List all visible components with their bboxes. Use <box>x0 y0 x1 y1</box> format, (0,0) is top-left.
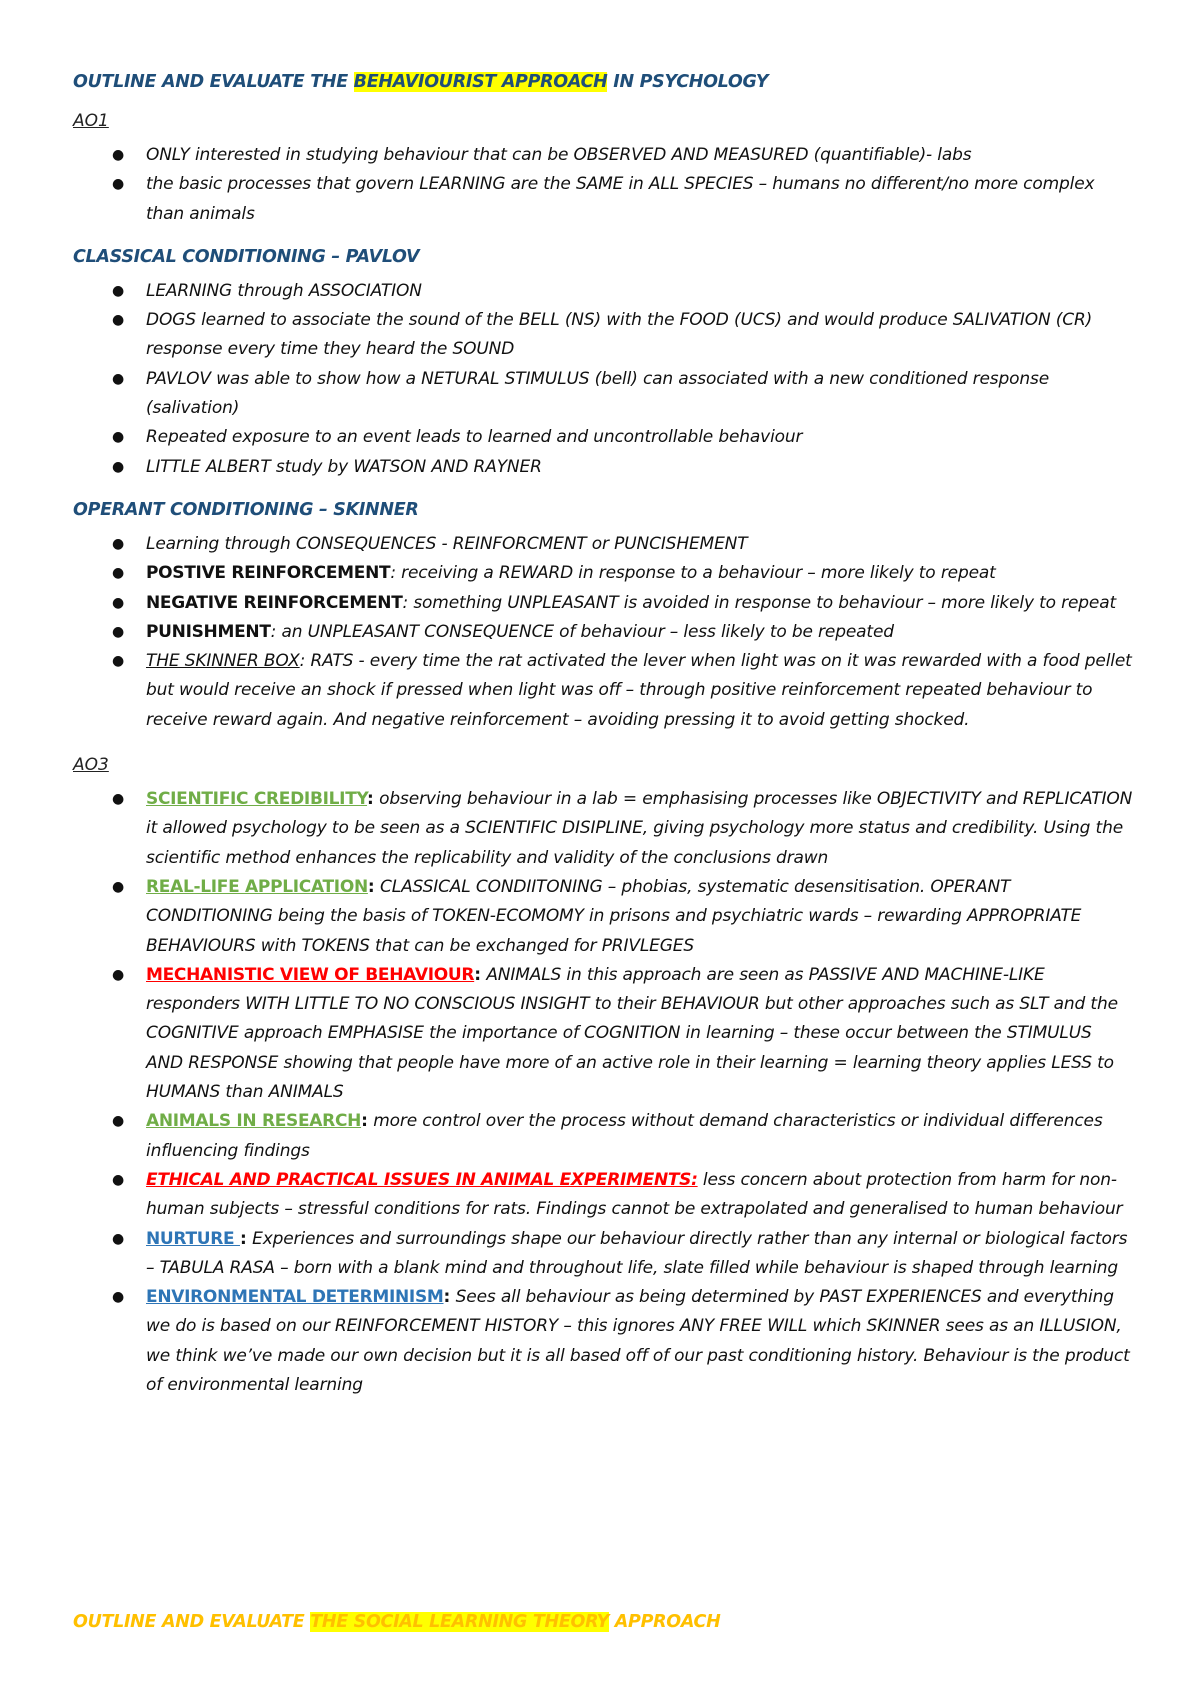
bullet-icon: ● <box>112 565 125 582</box>
list-item: ● NURTURE : Experiences and surroundings shape our behaviour directly rather than any internal or biological factors – TABULA RASA – born with a blank mind and throughout life, slate filled while behaviour is shaped through learning <box>146 1225 1133 1284</box>
ao3-list <box>73 785 1133 1400</box>
evaluation-label: MECHANISTIC VIEW OF BEHAVIOUR <box>146 964 475 985</box>
list-item: ● ANIMALS IN RESEARCH: more control over the process without demand characteristics or individual differences influencing findings <box>146 1107 1133 1166</box>
document-page <box>73 72 1133 1400</box>
list-item: ● REAL-LIFE APPLICATION: CLASSICAL CONDIITONING – phobias, systematic desensitisation. OPERANT CONDITIONING being the basis of TOKEN-ECOMOMY in prisons and psychiatric wards – rewarding APPROPRIATE BEHAVIOURS with TOKENS that can be exchanged for PRIVLEGES <box>146 873 1133 961</box>
evaluation-label: NURTURE <box>146 1228 240 1249</box>
list-item: ● ENVIRONMENTAL DETERMINISM: Sees all behaviour as being determined by PAST EXPERIENCES and everything we do is based on our REINFORCEMENT HISTORY – this ignores ANY FREE WILL which SKINNER sees as an ILLUSION, we think we’ve made our own decision but it is all based off of our past conditioning history. Behaviour is the product of environmental learning <box>146 1283 1133 1400</box>
list-item: ● SCIENTIFIC CREDIBILITY: observing behaviour in a lab = emphasising processes like OBJECTIVITY and REPLICATION it allowed psychology to be seen as a SCIENTIFIC DISIPLINE, giving psychology more status and credibility. Using the scientific method enhances the replicability and validity of the conclusions drawn <box>146 785 1133 873</box>
list-item: ● Repeated exposure to an event leads to learned and uncontrollable behaviour <box>146 423 1133 452</box>
bullet-icon: ● <box>112 147 125 163</box>
bullet-icon: ● <box>112 623 125 640</box>
evaluation-label: REAL-LIFE APPLICATION <box>146 876 368 897</box>
list-item: ● POSTIVE REINFORCEMENT: receiving a REWARD in response to a behaviour – more likely to repeat <box>146 559 1133 588</box>
operant-list <box>73 530 1133 735</box>
classical-list <box>73 277 1133 482</box>
bullet-icon: ● <box>112 458 125 475</box>
bullet-icon: ● <box>112 1230 125 1247</box>
bullet-icon: ● <box>112 282 125 299</box>
list-item: ● NEGATIVE REINFORCEMENT: something UNPLEASANT is avoided in response to behaviour – more likely to repeat <box>146 589 1133 618</box>
list-item: ● MECHANISTIC VIEW OF BEHAVIOUR: ANIMALS in this approach are seen as PASSIVE AND MACHINE-LIKE responders WITH LITTLE TO NO CONSCIOUS INSIGHT to their BEHAVIOUR but other approaches such as SLT and the COGNITIVE approach EMPHASISE the importance of COGNITION in learning – these occur between the STIMULUS AND RESPONSE showing that people have more of an active role in their learning = learning theory applies LESS to HUMANS than ANIMALS <box>146 961 1133 1107</box>
bullet-icon: ● <box>112 535 125 552</box>
list-item: ● LEARNING through ASSOCIATION <box>146 277 1133 306</box>
evaluation-label: ANIMALS IN RESEARCH <box>146 1111 362 1132</box>
ao1-list <box>73 141 1133 229</box>
bullet-icon: ● <box>112 791 125 808</box>
bullet-icon: ● <box>112 176 125 193</box>
evaluation-label: SCIENTIFIC CREDIBILITY <box>146 789 368 810</box>
list-item: ● DOGS learned to associate the sound of the BELL (NS) with the FOOD (UCS) and would produce SALIVATION (CR) response every time they heard the SOUND <box>146 306 1133 365</box>
bullet-icon: ● <box>112 370 125 387</box>
bullet-icon: ● <box>112 1171 125 1188</box>
bullet-icon: ● <box>112 1113 125 1130</box>
term-label: POSTIVE REINFORCEMENT <box>146 563 391 584</box>
term-label: NEGATIVE REINFORCEMENT <box>146 592 403 613</box>
classical-heading: CLASSICAL CONDITIONING – PAVLOV <box>73 246 420 267</box>
list-item: ● ETHICAL AND PRACTICAL ISSUES IN ANIMAL EXPERIMENTS: less concern about protection from harm for non-human subjects – stressful conditions for rats. Findings cannot be extrapolated and generalised to human behaviour <box>146 1166 1133 1225</box>
list-item: ● Learning through CONSEQUENCES - REINFORCMENT or PUNCISHEMENT <box>146 530 1133 559</box>
title-text: OUTLINE AND EVALUATE THE <box>73 72 354 92</box>
list-item: ● ONLY interested in studying behaviour that can be OBSERVED AND MEASURED (quantifiable)- labs <box>146 141 1133 170</box>
list-item: ● PAVLOV was able to show how a NETURAL STIMULUS (bell) can associated with a new conditioned response (salivation) <box>146 365 1133 424</box>
evaluation-label: ENVIRONMENTAL DETERMINISM <box>146 1287 444 1308</box>
operant-heading: OPERANT CONDITIONING – SKINNER <box>73 499 419 520</box>
next-section-title: OUTLINE AND EVALUATE THE SOCIAL LEARNING THEORY APPROACH <box>73 1612 721 1632</box>
title-highlight: BEHAVIOURIST APPROACH <box>353 72 608 92</box>
next-title-highlight: THE SOCIAL LEARNING THEORY <box>310 1612 610 1632</box>
bullet-icon: ● <box>112 312 125 329</box>
bullet-icon: ● <box>112 594 125 611</box>
list-item: ● LITTLE ALBERT study by WATSON AND RAYNER <box>146 453 1133 482</box>
term-label: PUNISHMENT <box>146 621 271 642</box>
page-title <box>73 72 1133 92</box>
term-label: THE SKINNER BOX <box>146 651 300 672</box>
bullet-icon: ● <box>112 966 125 983</box>
list-item: ● THE SKINNER BOX: RATS - every time the rat activated the lever when light was on it was rewarded with a food pellet but would receive an shock if pressed when light was off – through positive reinforcement repeated behaviour to receive reward again. And negative reinforcement – avoiding pressing it to avoid getting shocked. <box>146 647 1133 735</box>
bullet-icon: ● <box>112 1289 125 1306</box>
evaluation-label: ETHICAL AND PRACTICAL ISSUES IN ANIMAL EXPERIMENTS: <box>146 1169 698 1190</box>
title-text-end: IN PSYCHOLOGY <box>607 72 769 92</box>
bullet-icon: ● <box>112 653 125 670</box>
ao3-label: AO3 <box>73 755 109 776</box>
list-item: ● PUNISHMENT: an UNPLEASANT CONSEQUENCE of behaviour – less likely to be repeated <box>146 618 1133 647</box>
bullet-icon: ● <box>112 878 125 895</box>
ao1-label: AO1 <box>73 111 109 131</box>
bullet-icon: ● <box>112 429 125 446</box>
list-item: ● the basic processes that govern LEARNING are the SAME in ALL SPECIES – humans no different/no more complex than animals <box>146 170 1133 229</box>
